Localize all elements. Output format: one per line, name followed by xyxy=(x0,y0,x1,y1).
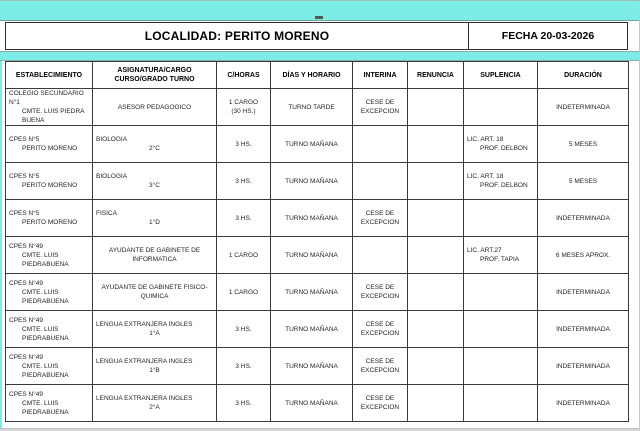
column-header-label: INTERINA xyxy=(363,71,397,79)
cell-suplencia xyxy=(464,311,538,348)
cell-line: PROF. DELBON xyxy=(480,145,528,152)
cell-horas xyxy=(217,274,271,311)
cell-dias xyxy=(271,311,353,348)
table-row xyxy=(6,311,629,348)
table-row xyxy=(6,385,629,422)
cell-line: 3 HS. xyxy=(235,140,252,148)
cell-line: BIOLOGIA xyxy=(96,173,128,180)
cell-dias xyxy=(271,163,353,200)
cell-line: CPES N°5 xyxy=(9,173,40,180)
table-row xyxy=(6,163,629,200)
cell-asignatura xyxy=(93,200,217,237)
cell-line: 1°B xyxy=(149,367,160,374)
column-header-label: C/HORAS xyxy=(227,71,260,79)
cell-line: 1°A xyxy=(149,330,160,337)
column-header-horas xyxy=(217,62,271,89)
title-bar xyxy=(0,0,640,21)
cell-establecimiento xyxy=(6,89,93,126)
cell-line: LENGUA EXTRANJERA INGLES xyxy=(96,321,193,328)
cell-line: AYUDANTE DE GABINETE DE INFORMATICA xyxy=(108,247,201,263)
cell-dias xyxy=(271,274,353,311)
column-header-suplencia xyxy=(464,62,538,89)
column-header-label: ASIGNATURA/CARGO xyxy=(117,67,192,74)
cell-line: TURNO MAÑANA xyxy=(285,140,338,148)
table-row xyxy=(6,126,629,163)
cell-interina xyxy=(353,126,408,163)
cell-establecimiento xyxy=(6,348,93,385)
cell-renuncia xyxy=(408,237,464,274)
cell-renuncia xyxy=(408,348,464,385)
cell-suplencia xyxy=(464,163,538,200)
cell-line: LIC. ART.27 xyxy=(467,247,502,254)
cell-establecimiento xyxy=(6,237,93,274)
cell-line: LIC. ART. 18 xyxy=(467,173,504,180)
cell-line: 1°D xyxy=(149,219,160,226)
column-header-label: ESTABLECIMIENTO xyxy=(15,71,83,79)
table-row xyxy=(6,348,629,385)
cell-line: EXCEPCION xyxy=(360,108,400,115)
cell-establecimiento xyxy=(6,126,93,163)
cell-line: TURNO MAÑANA xyxy=(285,251,338,259)
cell-line: TURNO MAÑANA xyxy=(285,362,338,370)
cell-horas xyxy=(217,348,271,385)
cell-duracion xyxy=(538,311,629,348)
column-header-duracion xyxy=(538,62,629,89)
table-row xyxy=(6,237,629,274)
cell-line: EXCEPCION xyxy=(360,404,400,411)
cell-line: CESE DE xyxy=(365,210,395,217)
cell-establecimiento xyxy=(6,311,93,348)
table-header-row xyxy=(6,62,629,89)
column-header-label: CURSO/GRADO TURNO xyxy=(114,76,195,83)
cell-line: 5 MESES xyxy=(568,177,598,185)
cell-duracion xyxy=(538,385,629,422)
cell-suplencia xyxy=(464,89,538,126)
column-header-label: DÍAS Y HORARIO xyxy=(282,71,341,79)
cell-establecimiento xyxy=(6,200,93,237)
cell-renuncia xyxy=(408,311,464,348)
cell-dias xyxy=(271,200,353,237)
cell-line: TURNO MAÑANA xyxy=(285,214,338,222)
cell-dias xyxy=(271,237,353,274)
cell-duracion xyxy=(538,200,629,237)
cell-line: 3 HS. xyxy=(235,214,252,222)
cell-line: 3 HS. xyxy=(235,362,252,370)
cell-duracion xyxy=(538,126,629,163)
cell-line: EXCEPCION xyxy=(360,330,400,337)
cell-renuncia xyxy=(408,126,464,163)
cell-line: CESE DE xyxy=(365,321,395,328)
cell-establecimiento xyxy=(6,274,93,311)
cell-renuncia xyxy=(408,385,464,422)
cell-horas xyxy=(217,385,271,422)
cell-interina xyxy=(353,385,408,422)
column-header-dias xyxy=(271,62,353,89)
cell-interina xyxy=(353,311,408,348)
cell-line: ASESOR PEDAGOGICO xyxy=(117,103,192,111)
cell-line: CPES N°49 xyxy=(9,390,44,398)
cell-suplencia xyxy=(464,274,538,311)
cell-line: COLEGIO SECUNDARIO N°1 xyxy=(9,90,84,106)
cell-line: CESE DE xyxy=(365,99,395,106)
cell-interina xyxy=(353,163,408,200)
cell-line: 2°C xyxy=(149,145,160,152)
cell-line: LIC. ART. 18 xyxy=(467,136,504,143)
cell-asignatura xyxy=(93,385,217,422)
cell-line: CMTE. LUIS PIEDRABUENA xyxy=(22,288,69,305)
cell-line: CPES N°49 xyxy=(9,316,44,324)
cell-line: 3°C xyxy=(149,182,160,189)
cell-dias xyxy=(271,89,353,126)
column-header-label: SUPLENCIA xyxy=(480,71,521,79)
cell-asignatura xyxy=(93,274,217,311)
cell-line: CMTE. LUIS PIEDRA BUENA xyxy=(22,108,85,124)
schedule-table xyxy=(5,61,629,422)
cell-interina xyxy=(353,89,408,126)
cell-duracion xyxy=(538,89,629,126)
column-header-establecimiento xyxy=(6,62,93,89)
table-row xyxy=(6,89,629,126)
cell-asignatura xyxy=(93,89,217,126)
cell-duracion xyxy=(538,237,629,274)
cell-establecimiento xyxy=(6,163,93,200)
cell-line: 3 HS. xyxy=(235,325,252,333)
cell-line: CPES N°49 xyxy=(9,353,44,361)
cell-line: INDETERMINADA xyxy=(556,103,610,111)
cell-line: CPES N°5 xyxy=(9,136,40,143)
cell-line: TURNO MAÑANA xyxy=(285,399,338,407)
cell-line: EXCEPCION xyxy=(360,367,400,374)
cell-horas xyxy=(217,311,271,348)
cell-suplencia xyxy=(464,200,538,237)
cell-suplencia xyxy=(464,126,538,163)
cell-line: 3 HS. xyxy=(235,177,252,185)
cell-line: INDETERMINADA xyxy=(556,362,610,370)
table-row xyxy=(6,274,629,311)
cell-dias xyxy=(271,126,353,163)
column-header-label: RENUNCIA xyxy=(417,71,454,79)
cell-horas xyxy=(217,126,271,163)
cell-line: EXCEPCION xyxy=(360,219,400,226)
cell-asignatura xyxy=(93,163,217,200)
column-header-interina xyxy=(353,62,408,89)
fecha-title: FECHA 20-03-2026 xyxy=(468,22,628,50)
cell-asignatura xyxy=(93,126,217,163)
cell-line: CESE DE xyxy=(365,395,395,402)
cell-asignatura xyxy=(93,311,217,348)
cell-dias xyxy=(271,385,353,422)
cell-line: 1 CARGO xyxy=(228,251,259,259)
cell-line: 3 HS. xyxy=(235,399,252,407)
cell-line: TURNO MAÑANA xyxy=(285,325,338,333)
cell-line: PERITO MORENO xyxy=(22,182,78,189)
cell-interina xyxy=(353,237,408,274)
cell-line: PROF. DELBON xyxy=(480,182,528,189)
cell-line: CMTE. LUIS PIEDRABUENA xyxy=(22,399,69,416)
divider-strip xyxy=(0,51,640,61)
column-header-label: DURACIÓN xyxy=(564,71,602,79)
cell-duracion xyxy=(538,274,629,311)
cell-suplencia xyxy=(464,237,538,274)
cell-line: TURNO MAÑANA xyxy=(285,288,338,296)
cell-asignatura xyxy=(93,348,217,385)
cell-line: CMTE. LUIS PIEDRABUENA xyxy=(22,362,69,379)
window-dash-icon xyxy=(315,16,323,19)
left-edge-strip xyxy=(0,0,2,431)
cell-renuncia xyxy=(408,200,464,237)
cell-renuncia xyxy=(408,163,464,200)
cell-interina xyxy=(353,348,408,385)
column-header-asignatura xyxy=(93,62,217,89)
cell-suplencia xyxy=(464,385,538,422)
cell-line: INDETERMINADA xyxy=(556,325,610,333)
title-row xyxy=(0,21,640,51)
cell-horas xyxy=(217,200,271,237)
cell-line: BIOLOGIA xyxy=(96,136,128,143)
cell-line: TURNO TARDE xyxy=(288,103,335,111)
cell-line: CMTE. LUIS PIEDRABUENA xyxy=(22,251,69,268)
cell-line: 5 MESES xyxy=(568,140,598,148)
cell-line: CPES N°5 xyxy=(9,210,40,217)
cell-suplencia xyxy=(464,348,538,385)
cell-renuncia xyxy=(408,274,464,311)
cell-line: CESE DE xyxy=(365,284,395,291)
cell-line: PERITO MORENO xyxy=(22,145,78,152)
cell-line: LENGUA EXTRANJERA INGLES xyxy=(96,395,193,402)
cell-line: LENGUA EXTRANJERA INGLES xyxy=(96,358,193,365)
cell-line: CESE DE xyxy=(365,358,395,365)
cell-establecimiento xyxy=(6,385,93,422)
cell-line: 1 CARGO xyxy=(228,288,259,296)
table-body xyxy=(6,89,629,422)
cell-horas xyxy=(217,89,271,126)
cell-line: CMTE. LUIS PIEDRABUENA xyxy=(22,325,69,342)
cell-duracion xyxy=(538,163,629,200)
cell-line: INDETERMINADA xyxy=(556,399,610,407)
table-row xyxy=(6,200,629,237)
cell-horas xyxy=(217,163,271,200)
cell-renuncia xyxy=(408,89,464,126)
localidad-title: LOCALIDAD: PERITO MORENO xyxy=(5,22,469,50)
column-header-renuncia xyxy=(408,62,464,89)
cell-line: FISICA xyxy=(96,210,117,217)
cell-line: 6 MESES APROX. xyxy=(555,251,611,259)
cell-interina xyxy=(353,200,408,237)
cell-line: TURNO MAÑANA xyxy=(285,177,338,185)
cell-line: 2°A xyxy=(149,404,160,411)
cell-line: CPES N°49 xyxy=(9,279,44,287)
cell-line: CPES N°49 xyxy=(9,242,44,250)
cell-line: (30 HS.) xyxy=(231,108,256,115)
cell-line: INDETERMINADA xyxy=(556,214,610,222)
cell-line: INDETERMINADA xyxy=(556,288,610,296)
cell-asignatura xyxy=(93,237,217,274)
cell-horas xyxy=(217,237,271,274)
cell-dias xyxy=(271,348,353,385)
cell-line: 1 CARGO xyxy=(228,99,259,106)
cell-interina xyxy=(353,274,408,311)
cell-line: AYUDANTE DE GABINETE FISICO- QUIMICA xyxy=(101,284,208,300)
cell-line: PROF. TAPIA xyxy=(480,256,520,263)
cell-duracion xyxy=(538,348,629,385)
cell-line: EXCEPCION xyxy=(360,293,400,300)
cell-line: PERITO MORENO xyxy=(22,219,78,226)
